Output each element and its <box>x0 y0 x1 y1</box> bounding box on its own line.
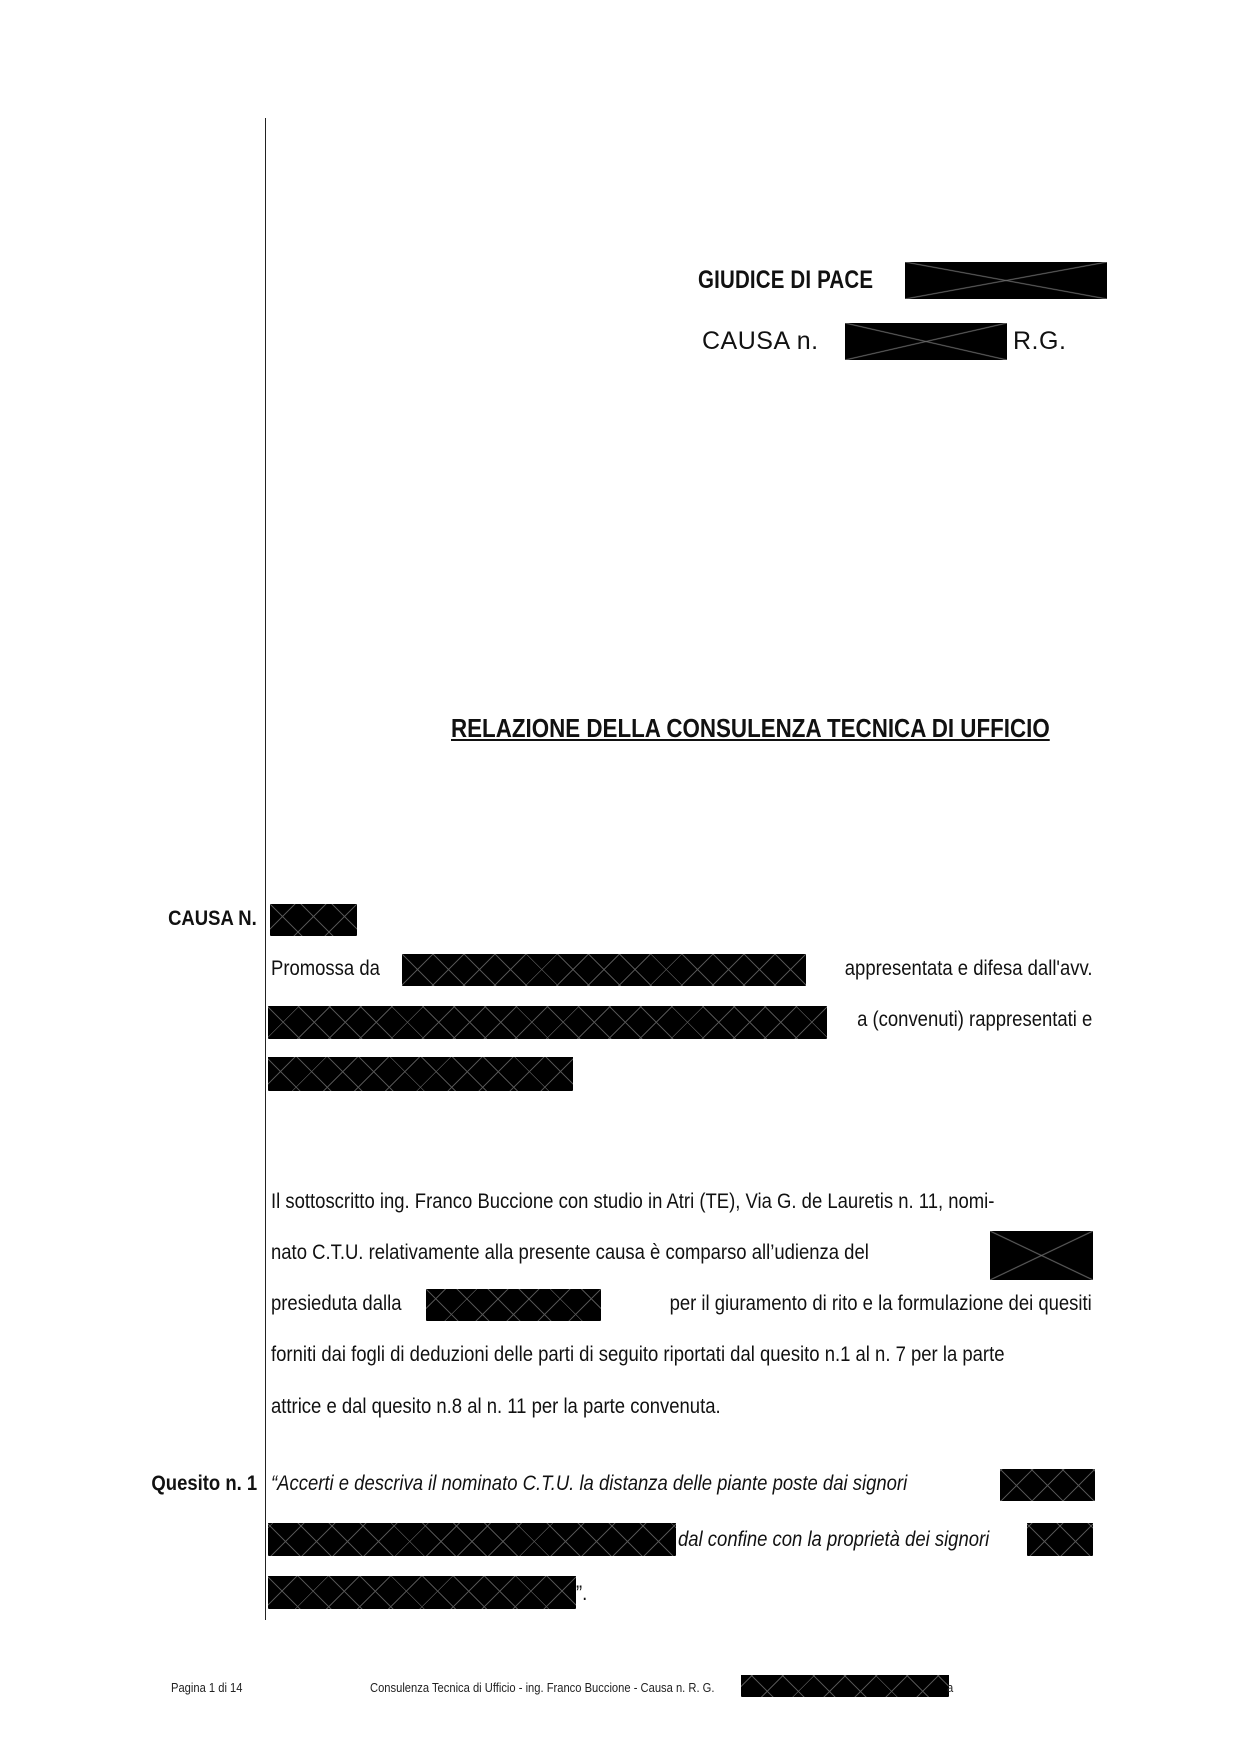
quesito-line-1: “Accerti e descriva il nominato C.T.U. la distanza delle piante poste dai signori <box>271 1472 908 1495</box>
redaction-owners-1b <box>268 1523 676 1556</box>
intro-line-5: attrice e dal quesito n.8 al n. 11 per la parte convenuta. <box>271 1395 721 1418</box>
case-number-heading <box>702 327 819 356</box>
redaction-owners-2b <box>268 1576 576 1609</box>
redaction-owners-2 <box>1027 1523 1093 1556</box>
case-suffix: R.G. <box>1013 327 1067 355</box>
redaction-case-id <box>270 904 357 936</box>
footer-text: Consulenza Tecnica di Ufficio - ing. Franco Buccione - Causa n. R. G. <box>370 1680 715 1695</box>
margin-rule <box>265 118 266 1620</box>
judge-label: GIUDICE DI PACE <box>698 266 874 294</box>
promossa-end: appresentata e difesa dall'avv. <box>844 957 1092 980</box>
redaction-footer-case <box>741 1675 949 1697</box>
redaction-hearing-date <box>990 1231 1093 1280</box>
redaction-judge-name <box>426 1289 601 1321</box>
intro-line-3-end: per il giuramento di rito e la formulazione dei quesiti <box>669 1292 1092 1315</box>
quesito-label: Quesito n. 1 <box>151 1472 257 1495</box>
footer-tail: a <box>947 1680 954 1695</box>
footer-page-number: Pagina 1 di 14 <box>171 1680 243 1695</box>
intro-line-3-start: presieduta dalla <box>271 1292 402 1315</box>
case-prefix: CAUSA n. <box>702 327 819 355</box>
redaction-case-number <box>845 323 1007 360</box>
redaction-judge-location <box>905 262 1107 299</box>
document-title: RELAZIONE DELLA CONSULENZA TECNICA DI UFFICIO <box>451 713 1050 743</box>
intro-line-1: Il sottoscritto ing. Franco Buccione con studio in Atri (TE), Via G. de Lauretis n. 11, nomi- <box>271 1190 995 1213</box>
redaction-lawyer <box>268 1006 827 1039</box>
redaction-defendants <box>268 1057 573 1091</box>
redaction-owners-1 <box>1000 1469 1095 1501</box>
quesito-line-2: dal confine con la proprietà dei signori <box>678 1528 990 1551</box>
promossa-start: Promossa da <box>271 957 380 980</box>
convenuti-line: a (convenuti) rappresentati e <box>856 1008 1092 1031</box>
redaction-plaintiff <box>402 954 806 986</box>
intro-line-4: forniti dai fogli di deduzioni delle parti di seguito riportati dal quesito n.1 al n. 7 per la parte <box>271 1343 1005 1366</box>
case-label: CAUSA N. <box>168 907 257 930</box>
quesito-line-3-end: ”. <box>576 1582 588 1605</box>
intro-line-2: nato C.T.U. relativamente alla presente causa è comparso all’udienza del <box>271 1241 869 1264</box>
judge-heading <box>698 266 873 295</box>
